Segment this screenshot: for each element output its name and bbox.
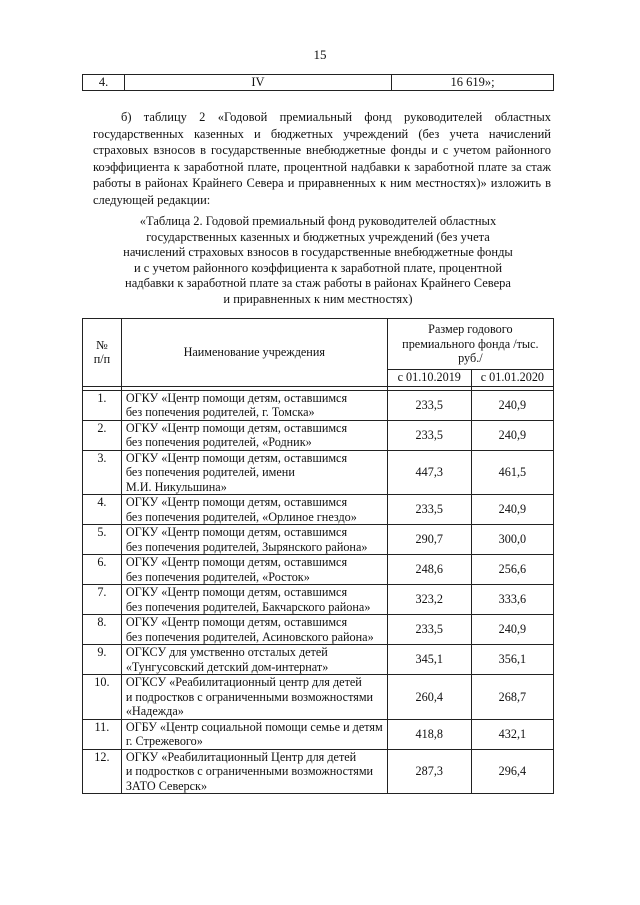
table-row [83, 675, 554, 720]
institution-name-line: без попечения родителей, Зырянского района» [125, 539, 368, 554]
value-2019: 233,5 [387, 495, 471, 525]
institution-name [121, 495, 387, 525]
header-date-2: с 01.01.2020 [471, 369, 553, 386]
institution-name [121, 555, 387, 585]
previous-table-last-row [82, 74, 554, 91]
institution-name-line: «Надежда» [125, 704, 184, 718]
institution-name-line: ЗАТО Северск» [125, 778, 208, 793]
institution-name-line: ОГКУ «Центр помощи детям, оставшимся [125, 450, 348, 465]
institution-name-line: без попечения родителей, «Родник» [125, 435, 312, 449]
value-2020: 296,4 [471, 749, 553, 794]
value-2020: 240,9 [471, 495, 553, 525]
value-2019: 345,1 [387, 645, 471, 675]
row-category: IV [125, 75, 392, 91]
value-2019: 418,8 [387, 719, 471, 749]
institution-name-line: ОГКУ «Центр помощи детям, оставшимся [125, 555, 348, 569]
value-2019: 290,7 [387, 525, 471, 555]
institution-name-line: ОГКСУ «Реабилитационный центр для детей [125, 675, 362, 689]
value-2020: 240,9 [471, 420, 553, 450]
institution-name [121, 585, 387, 615]
institution-name-line: без попечения родителей, «Орлиное гнездо» [125, 509, 357, 524]
row-number: 4. [83, 495, 122, 525]
institution-name-line: ОГКУ «Центр помощи детям, оставшимся [125, 525, 348, 539]
table-row [83, 615, 554, 645]
header-number: № п/п [83, 319, 122, 387]
row-number: 7. [83, 585, 122, 615]
value-2020: 240,9 [471, 390, 553, 420]
premium-fund-table [82, 318, 554, 794]
table-row [83, 420, 554, 450]
value-2020: 432,1 [471, 719, 553, 749]
value-2019: 260,4 [387, 675, 471, 720]
institution-name-line: ОГКУ «Центр помощи детям, оставшимся [125, 390, 348, 405]
institution-name [121, 675, 387, 720]
table-row [83, 525, 554, 555]
value-2020: 256,6 [471, 555, 553, 585]
institution-name [121, 525, 387, 555]
value-2020: 240,9 [471, 615, 553, 645]
value-2020: 268,7 [471, 675, 553, 720]
institution-name [121, 719, 387, 749]
caption-line: «Таблица 2. Годовой премиальный фонд руководителей областных [139, 214, 497, 228]
institution-name-line: ОГКСУ для умственно отсталых детей [125, 645, 328, 659]
institution-name-line: ОГКУ «Центр помощи детям, оставшимся [125, 420, 348, 435]
caption-line: и с учетом районного коэффициента к заработной плате, процентной [133, 260, 503, 275]
institution-name-line: без попечения родителей, Бакчарского района» [125, 599, 371, 614]
value-2020: 356,1 [471, 645, 553, 675]
value-2019: 287,3 [387, 749, 471, 794]
page-number: 15 [313, 47, 327, 62]
institution-name-line: без попечения родителей, Асиновского района» [125, 629, 374, 644]
value-2019: 447,3 [387, 450, 471, 495]
institution-name-line: ОГБУ «Центр социальной помощи семье и детям [125, 719, 383, 734]
row-number: 12. [83, 749, 122, 794]
table-row [83, 450, 554, 495]
row-number: 10. [83, 675, 122, 720]
header-institution-name: Наименование учреждения [121, 319, 387, 387]
caption-line: начислений страховых взносов в государственные внебюджетные фонды [123, 245, 513, 259]
table-row [83, 719, 554, 749]
row-number: 3. [83, 450, 122, 495]
institution-name [121, 420, 387, 450]
value-2020: 300,0 [471, 525, 553, 555]
caption-line: надбавки к заработной плате за стаж работы в районах Крайнего Севера [125, 276, 511, 290]
header-fund-size: Размер годового премиального фонда /тыс. руб./ [387, 319, 553, 370]
institution-name-line: ОГКУ «Центр помощи детям, оставшимся [125, 585, 348, 599]
caption-line: государственных казенных и бюджетных учреждений (без учета [146, 229, 490, 244]
header-date-1: с 01.10.2019 [387, 369, 471, 386]
institution-name-line: и подростков с ограниченными возможностями [125, 689, 374, 704]
institution-name-line: без попечения родителей, имени [125, 465, 295, 479]
row-number: 9. [83, 645, 122, 675]
row-number: 8. [83, 615, 122, 645]
value-2019: 248,6 [387, 555, 471, 585]
body-paragraph: б) таблицу 2 «Годовой премиальный фонд руководителей областных государственных казенных и бюджетных учреждений (без учета начислений страховых взносов в государственные внебюджетные фонды и с учетом районного коэффициента к заработной плате, процентной надбавки к заработной плате за стаж работы в районах Крайнего Севера и приравненных к ним местностях)» изложить в следующей редакции: [93, 110, 551, 207]
table-body [83, 386, 554, 794]
row-number: 2. [83, 420, 122, 450]
value-2019: 233,5 [387, 390, 471, 420]
table-row [83, 645, 554, 675]
table-row [83, 390, 554, 420]
value-2019: 233,5 [387, 615, 471, 645]
institution-name [121, 645, 387, 675]
institution-name [121, 749, 387, 794]
institution-name-line: без попечения родителей, «Росток» [125, 569, 310, 584]
institution-name-line: ОГКУ «Реабилитационный Центр для детей [125, 749, 357, 764]
row-number: 1. [83, 390, 122, 420]
value-2019: 233,5 [387, 420, 471, 450]
value-2019: 323,2 [387, 585, 471, 615]
table-row [83, 555, 554, 585]
table-row [83, 585, 554, 615]
value-2020: 461,5 [471, 450, 553, 495]
institution-name [121, 615, 387, 645]
table-row [83, 75, 554, 91]
institution-name [121, 390, 387, 420]
row-number: 5. [83, 525, 122, 555]
row-number: 4. [83, 75, 125, 91]
value-2020: 333,6 [471, 585, 553, 615]
caption-line: и приравненных к ним местностях) [223, 291, 413, 306]
institution-name-line: «Тунгусовский детский дом-интернат» [125, 659, 329, 674]
table-row [83, 495, 554, 525]
table-row [83, 749, 554, 794]
row-number: 6. [83, 555, 122, 585]
institution-name-line: без попечения родителей, г. Томска» [125, 405, 315, 419]
institution-name-line: и подростков с ограниченными возможностями [125, 764, 374, 778]
institution-name-line: ОГКУ «Центр помощи детям, оставшимся [125, 615, 348, 629]
row-number: 11. [83, 719, 122, 749]
table-caption [82, 214, 554, 307]
institution-name-line: ОГКУ «Центр помощи детям, оставшимся [125, 495, 348, 509]
institution-name-line: г. Стрежевого» [125, 734, 203, 748]
institution-name [121, 450, 387, 495]
row-value: 16 619»; [392, 75, 554, 91]
institution-name-line: М.И. Никульшина» [125, 479, 227, 494]
